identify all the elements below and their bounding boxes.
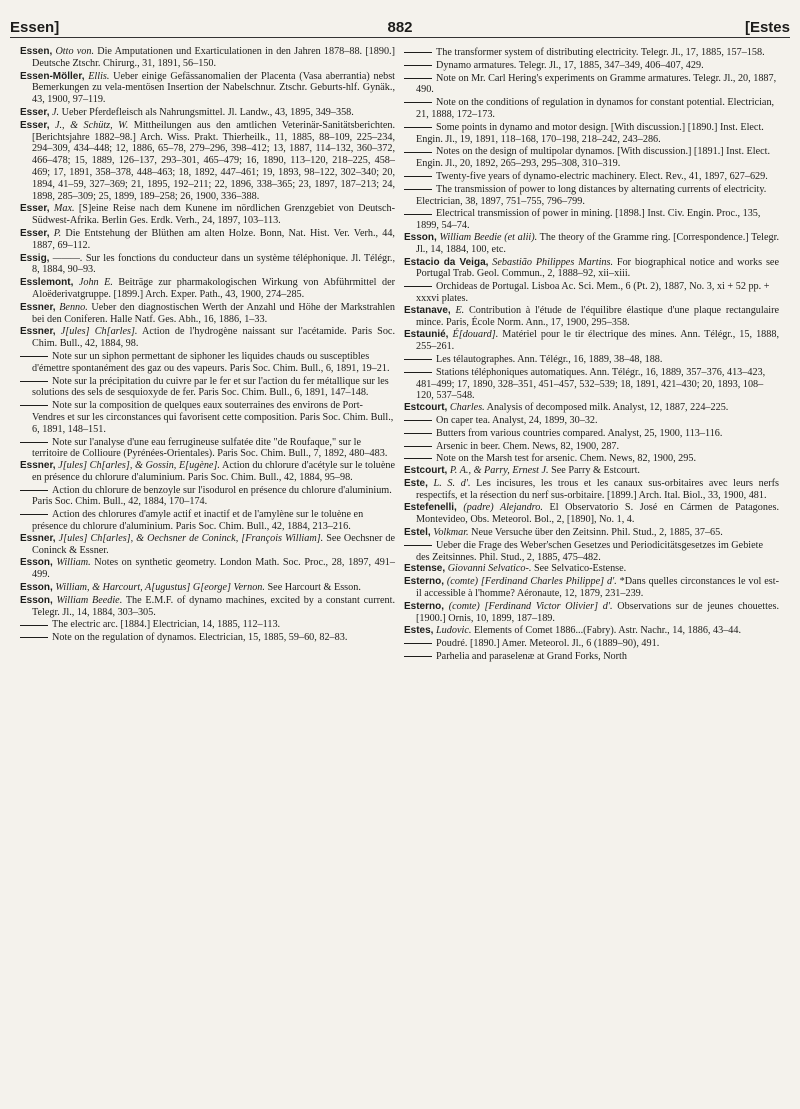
sub-entry-text: Arsenic in beer. Chem. News, 82, 1900, 287. [436,440,620,452]
entry-author: J[ules] Ch[arles], & Oechsner de Coninck, [François William]. [55,532,324,544]
sub-entry [404,453,779,465]
sub-entry [404,73,779,97]
entry-author: (comte) [Ferdinand Victor Olivier] d'. [444,600,613,612]
entry-text: Die Amputationen und Exarticulationen in den Jahren 1878–88. [1890.] Deutsche Ztschr. Chirurg., 31, 1891, 56–150. [32,46,396,69]
ditto-rule [404,433,432,434]
ditto-rule [404,102,432,103]
header-rule [10,37,790,38]
sub-entry [20,400,395,435]
entry-author: P. [49,227,62,239]
entry-heading: Estcourt, [404,402,448,414]
sub-entry-text: Ueber die Frage des Weber'schen Gesetzes und Periodicitätsgesetzes im Gebiete des Zeitsinnes. Phil. Stud., 2, 1885, 475–482. [416,539,763,563]
entry-heading: Esser, [20,227,50,239]
right-column [404,46,779,663]
entry-author: J. [49,106,60,118]
sub-entry [404,146,779,170]
header-left: Essen] [10,19,60,36]
entry-heading: Essner, [20,326,56,338]
sub-entry [404,208,779,232]
ditto-rule [404,372,432,373]
entry-author: Sebastião Philippes Martins. [488,256,614,268]
entry-text: Ueber einige Gefässanomalien der Placenta (Vasa aberrantia) nebst Bemerkungen zu vela-mentösen Insertion der Nabelschnur. Ztschr. Geburts-hlf. Gynäk., 43, 1900, 97–119. [32,70,395,106]
entry-heading: Estaunié, [404,329,449,341]
ditto-rule [404,446,432,447]
index-entry [20,71,395,106]
entry-text: Neue Versuche über den Zeitsinn. Phil. Stud., 2, 1885, 37–65. [468,527,723,539]
ditto-rule [20,637,48,638]
entry-heading: Essner, [20,532,56,544]
running-header [10,10,790,36]
entry-heading: Essner, [20,460,56,472]
entry-heading: Essner, [20,301,56,313]
entry-text: Les incisures, les trous et les canaux sus-orbitaires avec leurs nerfs respectifs, et la résection du nerf sus-orbitaire. [1899.] Arch. Ital. Biol., 33, 1900, 481. [416,477,779,501]
left-column [20,46,395,644]
sub-entry [404,367,779,402]
sub-entry-text: Note on Mr. Carl Hering's experiments on Gramme armatures. Telegr. Jl., 20, 1887, 490. [416,72,777,96]
ditto-rule [404,643,432,644]
entry-heading: Esson, [20,582,53,594]
entry-author: Volkmar. [430,527,469,539]
entry-text: Sur les fonctions du conducteur dans un système téléphonique. Jl. Télégr., 8, 1884, 90–93. [32,252,395,276]
index-entry [20,595,395,619]
entry-text: [S]eine Reise nach dem Kunene im nördlichen Grenzgebiet von Deutsch-Südwest-Afrika. Berlin Ges. Erdk. Verh., 24, 1897, 103–113. [32,203,395,227]
entry-text: El Observatorio S. José en Cármen de Patagones. Montevideo, Obs. Meteorol. Bol., 2, [1890], No. 1, 4. [416,502,779,526]
sub-entry [20,437,395,461]
index-entry [404,257,779,281]
entry-heading: Estel, [404,527,431,539]
sub-entry [404,540,779,564]
sub-entry-text: Note on the regulation of dynamos. Electrician, 15, 1885, 59–60, 82–83. [52,632,348,644]
sub-entry-text: Butters from various countries compared. Analyst, 25, 1900, 113–116. [436,427,723,439]
entry-text: Ueber Pferdefleisch als Nahrungsmittel. Jl. Landw., 43, 1895, 349–358. [59,106,354,118]
entry-heading: Essen-Möller, [20,70,85,82]
entry-author: Giovanni Selvatico-. [445,563,532,575]
sub-entry [20,509,395,533]
entry-author: Max. [49,203,75,215]
ditto-rule [20,442,48,443]
entry-heading: Esslemont, [20,277,74,289]
header-right: [Estes [744,19,790,36]
sub-entry-text: Parhelia and paraselenæ at Grand Forks, North [436,651,627,663]
entry-heading: Esser, [20,203,50,215]
ditto-rule [404,656,432,657]
sub-entry [404,428,779,440]
ditto-rule [20,381,48,382]
ditto-rule [404,214,432,215]
sub-entry-text: The electric arc. [1884.] Electrician, 14, 1885, 112–113. [52,619,281,631]
entry-heading: Esser, [20,119,50,131]
entry-author: J., & Schütz, W. [49,119,129,131]
entry-author: J[ules] Ch[arles], & Gossin, E[ugène]. [55,460,220,472]
entry-text: The theory of the Gramme ring. [Correspondence.] Telegr. Jl., 14, 1884, 100, etc. [416,231,779,255]
index-entry [404,563,779,575]
entry-text: See Parry & Estcourt. [548,465,640,477]
sub-entry [404,184,779,208]
ditto-rule [404,458,432,459]
index-entry [404,601,779,625]
sub-entry [404,638,779,650]
ditto-rule [20,625,48,626]
ditto-rule [404,65,432,66]
sub-entry [404,354,779,366]
sub-entry-text: Note sur l'analyse d'une eau ferrugineuse sulfatée dite "de Roufaque," sur le territoire de Collioure (Pyrénées-Orientales). Paris Soc. Chim. Bull., 7, 1892, 480–483. [32,436,388,460]
entry-text: The E.M.F. of dynamo machines, excited by a constant current. Telegr. Jl., 14, 1884, 303–305. [32,594,395,618]
sub-entry-text: Stations téléphoniques automatiques. Ann. Télégr., 16, 1889, 357–376, 413–423, 481–499; 17, 1890, 328–351, 451–457, 532–539; 18, 1891, 421–430; 20, 1893, 108–120, 537–548. [416,366,766,402]
entry-author: ———. [49,252,83,264]
entry-heading: Esser, [20,106,50,118]
entry-heading: Estcourt, [404,465,448,477]
sub-entry [20,485,395,509]
index-entry [404,625,779,637]
index-entry [404,465,779,477]
entry-author: P. A., & Parry, Ernest J. [447,465,549,477]
entry-heading: Essen, [20,46,53,57]
entry-text: Notes on synthetic geometry. London Math. Soc. Proc., 28, 1897, 491–499. [32,557,395,581]
entry-text: Matériel pour le tir électrique des mines. Ann. Télégr., 15, 1888, 255–261. [416,329,779,353]
sub-entry [404,171,779,183]
entry-author: Otto von. [52,46,95,57]
index-entry [20,302,395,326]
sub-entry-text: Les télautographes. Ann. Télégr., 16, 1889, 38–48, 188. [436,353,663,365]
sub-entry [404,415,779,427]
sub-entry-text: Electrical transmission of power in mining. [1898.] Inst. Civ. Engin. Proc., 135, 1899, 54–74. [416,208,761,232]
page-number: 882 [387,19,413,36]
entry-heading: Estefenelli, [404,502,457,514]
entry-text: Mittheilungen aus den amtlichen Veterinär-Sanitätsberichten. [Berichtsjahre 1882–98.] Arch. Wiss. Prakt. Thierheilk., 11, 1885, 88–109, 225–234, 294–309, 434–448; 12, 1886, 65–78, 279–296, 398–412; 13, 1887, 114–132, 360–372, 466–478; 15, 1889, 126–137, 293–301, 465–479; 16, 1890, 113–120, 218–225, 458–469; 17, 1891, 358–378, 448–463; 18, 1892, 447–461; 19, 1893, 98–122, 302–340; 20, 1894, 41–59, 327–369; 21, 1895, 192–211; 22, 1896, 338–365; 23, 1897, 187–213; 24, 1898, 285–309; 25, 1899, 189–258; 26, 1900, 336–388. [32,119,395,202]
entry-heading: Estanave, [404,304,451,316]
ditto-rule [20,490,48,491]
entry-text: For biographical notice and works see Portugal Trab. Geol. Commun., 2, 1888–92, xii–xiii. [416,256,779,280]
entry-heading: Esson, [404,231,437,243]
index-entry [20,120,395,203]
ditto-rule [404,176,432,177]
entry-heading: Estense, [404,563,446,575]
index-entry [404,329,779,353]
entry-author: E. [450,304,465,316]
entry-heading: Esson, [20,557,53,569]
index-entry [404,502,779,526]
entry-author: (comte) [Ferdinand Charles Philippe] d'. [444,576,617,588]
sub-entry [20,619,395,631]
sub-entry [404,122,779,146]
sub-entry [20,351,395,375]
entry-text: Observations sur de jeunes chouettes. [1900.] Ornis, 10, 1899, 187–189. [416,600,779,624]
entry-text: Contribution à l'étude de l'équilibre élastique d'une plaque rectangulaire mince. Paris, École Norm. Ann., 17, 1900, 295–358. [416,304,779,328]
entry-author: L. S. d'. [427,477,471,489]
sub-entry [404,441,779,453]
ditto-rule [404,152,432,153]
ditto-rule [404,359,432,360]
entry-heading: Este, [404,477,428,489]
index-entry [404,232,779,256]
sub-entry-text: Notes on the design of multipolar dynamos. [With discussion.] [1891.] Inst. Elect. Engin. Jl., 20, 1892, 265–293, 295–308, 310–319. [416,146,771,170]
entry-heading: Esterno, [404,576,445,588]
sub-entry-text: Twenty-five years of dynamo-electric machinery. Elect. Rev., 41, 1897, 627–629. [436,170,768,182]
sub-entry-text: Action du chlorure de benzoyle sur l'isodurol en présence du chlorure d'aluminium. Paris Soc. Chim. Bull., 42, 1884, 170–174. [32,484,392,508]
sub-entry-text: Note sur la précipitation du cuivre par le fer et sur l'action du fer métallique sur les solutions des sels de sesquioxyde de fer. Paris Soc. Chim. Bull., 6, 1891, 147–148. [32,375,389,399]
index-entry [20,46,395,70]
sub-entry-text: The transmission of power to long distances by alternating currents of electricity. Electrician, 38, 1897, 751–755, 796–799. [416,183,767,207]
entry-heading: Estacio da Veiga, [404,256,489,268]
entry-author: William Beedie. [52,594,123,606]
ditto-rule [404,420,432,421]
sub-entry-text: Note sur la composition de quelques eaux souterraines des environs de Port-Vendres et sur les circonstances qui favorisent cette composition. Paris Soc. Chim. Bull., 6, 1891, 148–151. [32,400,394,435]
entry-author: John E. [73,277,113,289]
entry-author: J[ules] Ch[arles]. [55,326,138,338]
sub-entry-text: The transformer system of distributing electricity. Telegr. Jl., 17, 1885, 157–158. [436,47,765,58]
sub-entry-text: Dynamo armatures. Telegr. Jl., 17, 1885, 347–349, 406–407, 429. [436,59,704,71]
entry-text: See Selvatico-Estense. [531,563,627,575]
sub-entry [404,47,779,59]
entry-text: Ueber den diagnostischen Werth der Anzahl und Höhe der Markstrahlen bei den Coniferen. Halle Natf. Ges. Abh., 16, 1886, 1–33. [32,301,395,325]
ditto-rule [404,545,432,546]
entry-heading: Esterno, [404,600,445,612]
sub-entry-text: Action des chlorures d'amyle actif et inactif et de l'amylène sur le toluène en présence du chlorure d'aluminium. Paris Soc. Chim. Bull., 42, 1884, 213–216. [32,509,364,533]
sub-entry [404,651,779,663]
index-entry [20,582,395,594]
index-entry [20,557,395,581]
index-entry [20,107,395,119]
index-entry [20,277,395,301]
index-entry [404,478,779,502]
entry-text: Analysis of decomposed milk. Analyst, 12, 1887, 224–225. [484,402,729,414]
entry-text: Action du chlorure d'acétyle sur le toluène en présence du chlorure d'aluminium. Paris Soc. Chim. Bull., 42, 1884, 95–98. [32,460,396,483]
index-entry [404,305,779,329]
entry-author: William Beedie (et alii). [436,231,538,243]
entry-author: William. [52,557,91,569]
sub-entry [404,97,779,121]
ditto-rule [404,286,432,287]
index-entry [20,460,395,484]
entry-text: Die Entstehung der Blüthen am alten Holze. Bonn, Nat. Hist. Ver. Verh., 44, 1887, 69–112. [32,227,395,251]
entry-author: Ellis. [84,70,110,82]
entry-text: Elements of Comet 1886...(Fabry). Astr. Nachr., 14, 1886, 43–44. [471,625,742,637]
entry-author: (padre) Alejandro. [456,502,543,514]
entry-author: Benno. [55,301,88,313]
entry-heading: Estes, [404,625,434,637]
ditto-rule [20,405,48,406]
index-entry [404,402,779,414]
entry-author: Ludovic. [433,625,472,637]
index-entry [20,203,395,227]
ditto-rule [404,127,432,128]
entry-heading: Esson, [20,594,53,606]
sub-entry-text: Note sur un siphon permettant de siphoner les liquides chauds ou susceptibles d'émettre spontanément des gaz ou des vapeurs. Paris Soc. Chim. Bull., 6, 1891, 19–21. [32,350,390,374]
entry-author: É[douard]. [448,329,499,341]
index-entry [404,576,779,600]
index-entry [20,253,395,277]
sub-entry-text: Orchideas de Portugal. Lisboa Ac. Sci. Mem., 6 (Pt. 2), 1887, No. 3, xi + 52 pp. + xxxvi plates. [416,281,770,304]
sub-entry [404,60,779,72]
entry-text: See Harcourt & Esson. [264,582,361,594]
sub-entry-text: Some points in dynamo and motor design. [With discussion.] [1890.] Inst. Elect. Engin. Jl., 19, 1891, 118–168, 170–198, 218–242, 243–286. [416,121,764,145]
entry-author: Charles. [447,402,485,414]
ditto-rule [20,514,48,515]
ditto-rule [20,356,48,357]
sub-entry-text: Poudré. [1890.] Amer. Meteorol. Jl., 6 (1889–90), 491. [436,638,660,650]
entry-author: William, & Harcourt, A[ugustus] G[eorge] Vernon. [52,582,265,594]
index-entry [20,228,395,252]
index-entry [20,326,395,350]
index-entry [20,533,395,557]
entry-text: See Oechsner de Coninck & Essner. [32,532,396,556]
entry-heading: Essig, [20,252,50,264]
entry-text: Action de l'hydrogène naissant sur l'acétamide. Paris Soc. Chim. Bull., 42, 1884, 98. [32,326,396,350]
ditto-rule [404,52,432,53]
entry-text: Beiträge zur pharmakologischen Wirkung von Abführmittel der Aloëderivatgruppe. [1899.] Arch. Exper. Path., 43, 1900, 274–285. [32,277,395,300]
index-entry [404,527,779,539]
sub-entry-text: Note on the Marsh test for arsenic. Chem. News, 82, 1900, 295. [436,453,697,465]
sub-entry [20,376,395,400]
sub-entry [404,281,779,305]
sub-entry-text: Note on the conditions of regulation in dynamos for constant potential. Electrician, 21, 1888, 172–173. [416,97,775,120]
ditto-rule [404,78,432,79]
entry-text: *Dans quelles circonstances le vol est-il accessible à l'homme? Aéronaute, 12, 1879, 231–239. [416,576,779,600]
sub-entry-text: On caper tea. Analyst, 24, 1899, 30–32. [436,414,598,426]
sub-entry [20,632,395,644]
ditto-rule [404,189,432,190]
